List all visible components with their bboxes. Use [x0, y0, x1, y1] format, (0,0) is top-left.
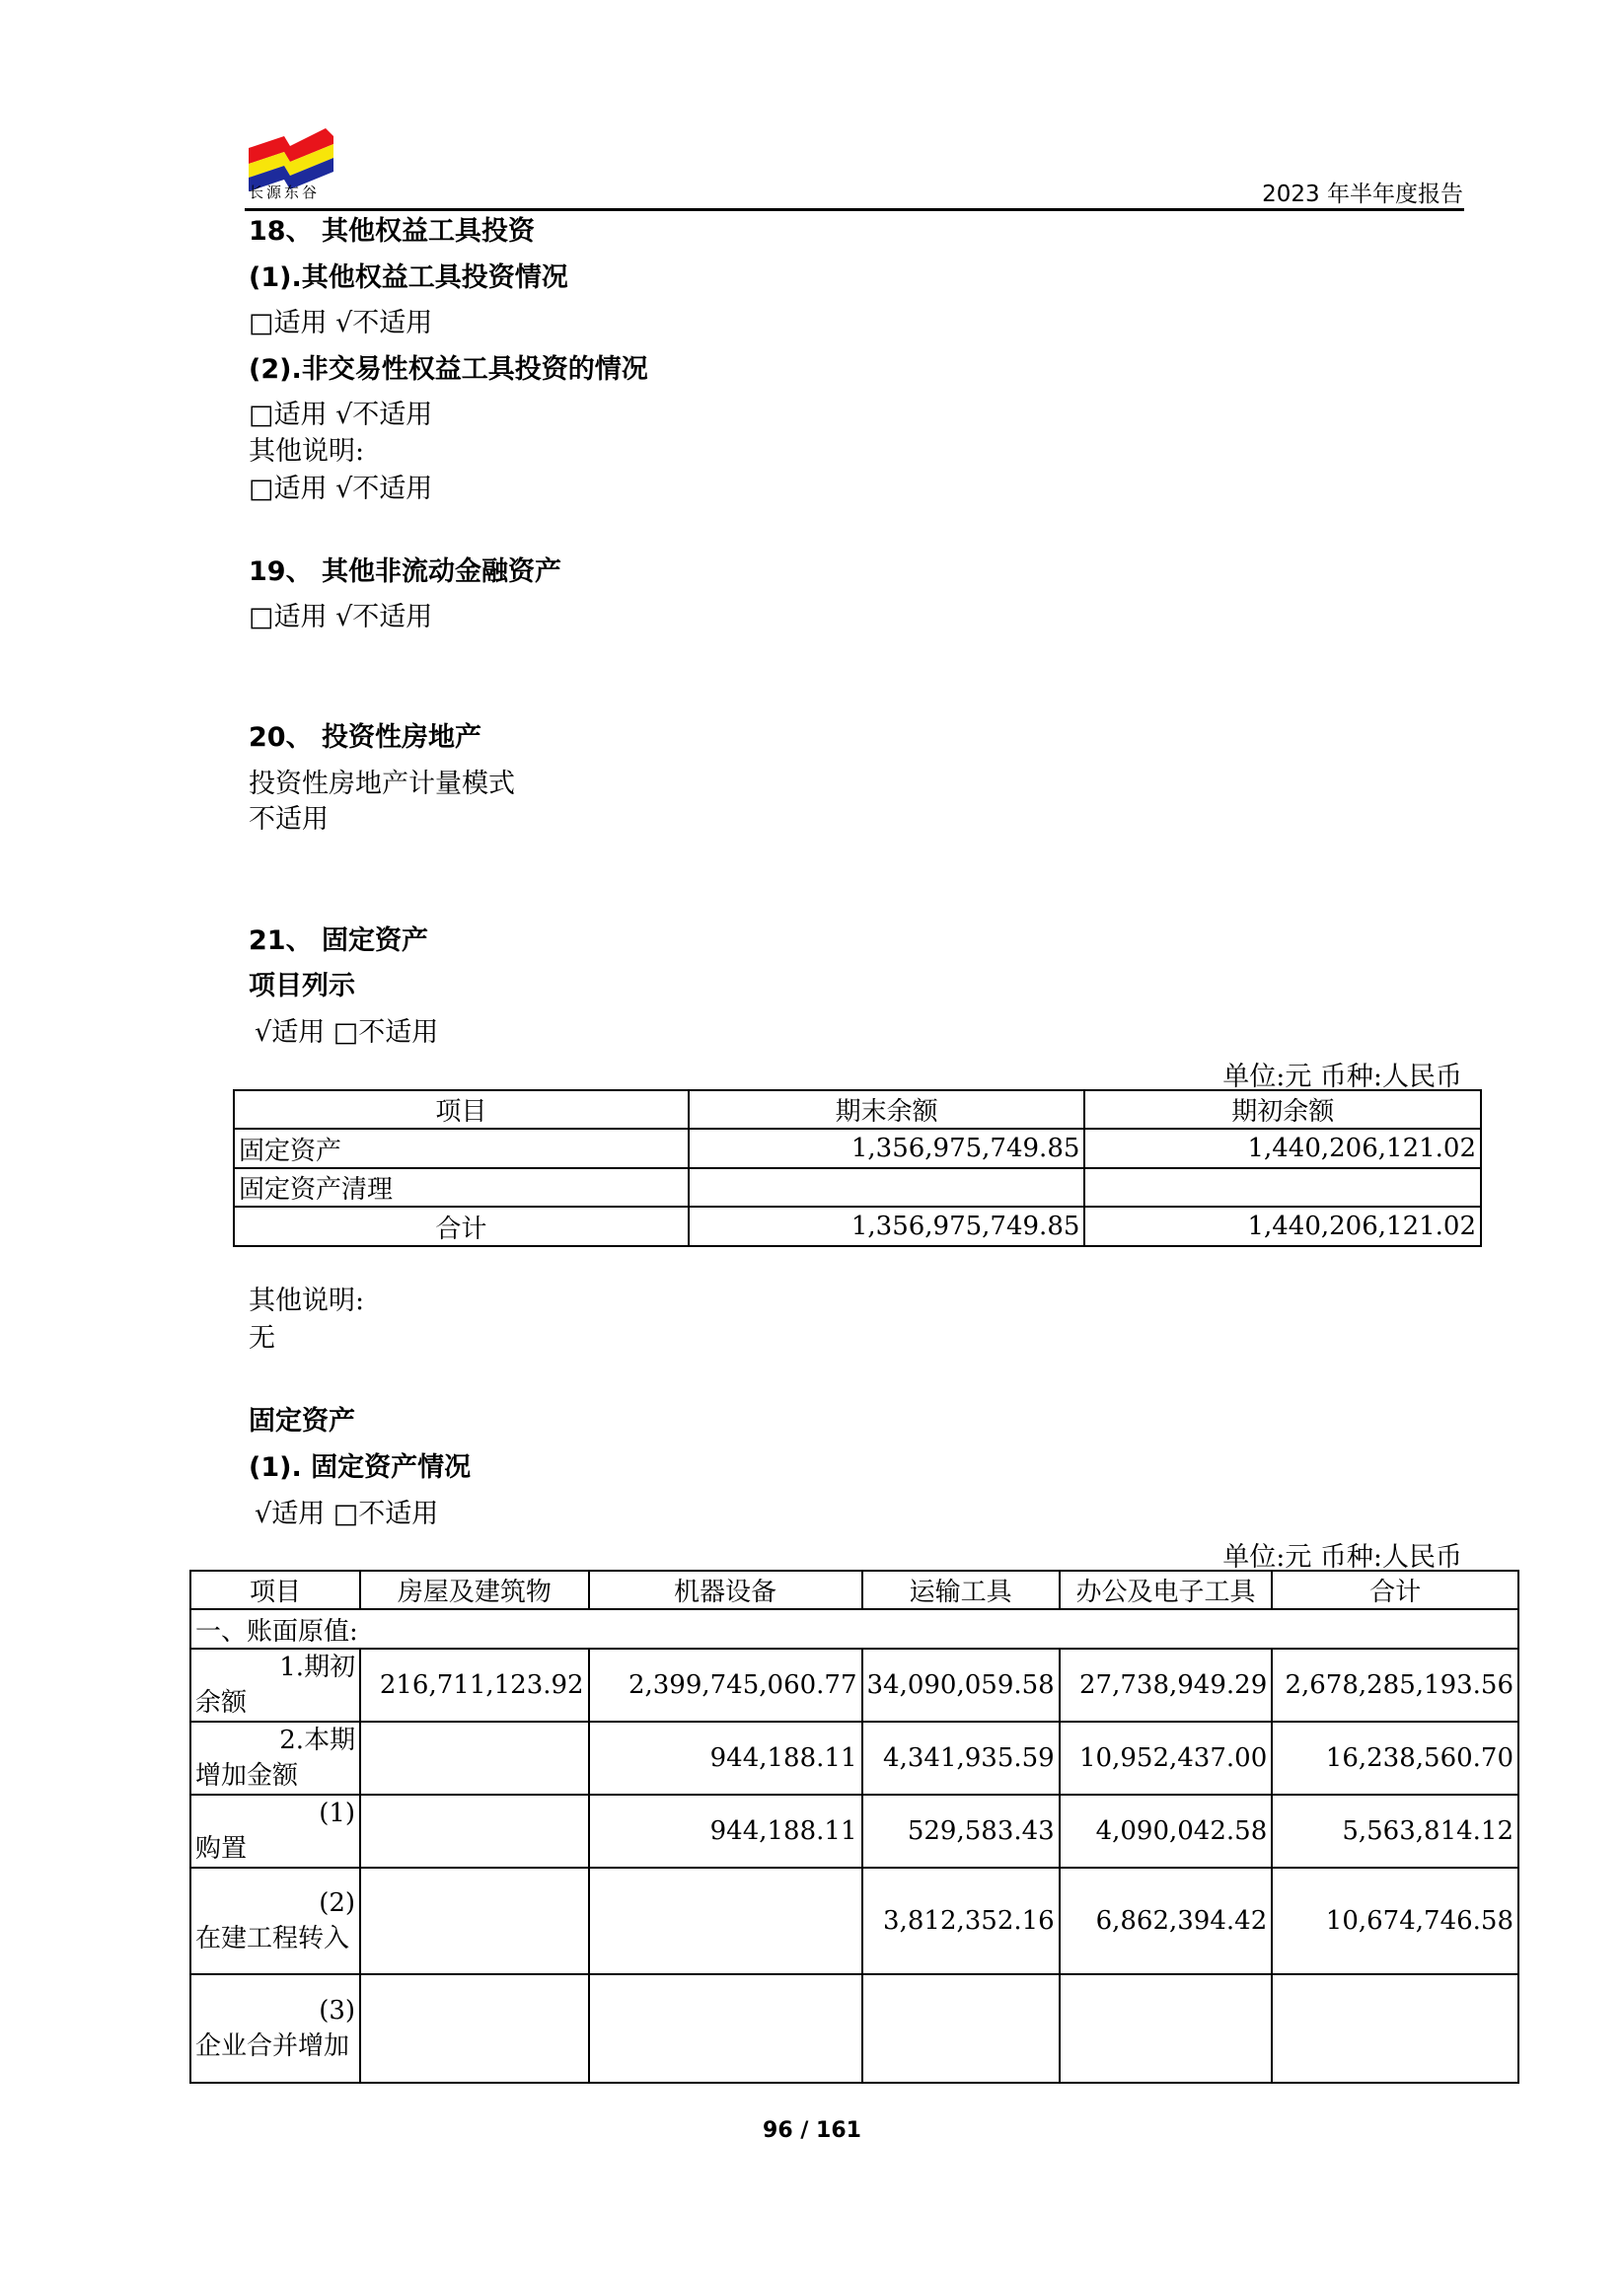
header-total: 合计	[1272, 1571, 1518, 1609]
cell-value	[589, 1974, 862, 2083]
header-machinery: 机器设备	[589, 1571, 862, 1609]
cell-value	[689, 1168, 1085, 1207]
cell-value: 27,738,949.29	[1060, 1649, 1273, 1722]
cell-value	[1084, 1168, 1481, 1207]
table-section-row	[190, 1609, 1518, 1649]
section-21-none: 无	[249, 1323, 275, 1354]
row-label: (1) 购置	[190, 1795, 360, 1868]
cell-value: 944,188.11	[589, 1722, 862, 1795]
cell-value	[589, 1868, 862, 1974]
table-row	[190, 1795, 1518, 1868]
cell-value	[1272, 1974, 1518, 2083]
cell-value: 1,356,975,749.85	[689, 1207, 1085, 1246]
report-title: 2023 年半年度报告	[1262, 182, 1463, 207]
cell-value: 6,862,394.42	[1060, 1868, 1273, 1974]
cell-value: 2,678,285,193.56	[1272, 1649, 1518, 1722]
table-row	[234, 1168, 1481, 1207]
fixed-assets-title: 固定资产	[249, 1406, 355, 1437]
table-row-total	[234, 1207, 1481, 1246]
unit-label-1: 单位:元 币种:人民币	[1222, 1062, 1462, 1092]
cell-value: 34,090,059.58	[862, 1649, 1060, 1722]
section-label: 一、账面原值:	[190, 1609, 1518, 1649]
table-row	[190, 1722, 1518, 1795]
unit-label-2: 单位:元 币种:人民币	[1222, 1542, 1462, 1573]
header-item: 项目	[190, 1571, 360, 1609]
cell-value: 4,090,042.58	[1060, 1795, 1273, 1868]
row-label: 固定资产清理	[234, 1168, 689, 1207]
cell-value: 5,563,814.12	[1272, 1795, 1518, 1868]
section-19-option: □适用 √不适用	[249, 602, 433, 632]
page-number: 96 / 161	[763, 2118, 861, 2143]
section-20-title: 20、 投资性房地产	[249, 722, 481, 753]
header-transport: 运输工具	[862, 1571, 1060, 1609]
cell-value: 529,583.43	[862, 1795, 1060, 1868]
cell-value: 3,812,352.16	[862, 1868, 1060, 1974]
section-18-sub1-option: □适用 √不适用	[249, 308, 433, 338]
header-end-balance: 期末余额	[689, 1090, 1085, 1129]
cell-value	[360, 1722, 589, 1795]
cell-value: 2,399,745,060.77	[589, 1649, 862, 1722]
section-21-title: 21、 固定资产	[249, 925, 428, 956]
cell-value	[360, 1795, 589, 1868]
table-row	[190, 1649, 1518, 1722]
section-21-list: 项目列示	[249, 971, 355, 1001]
table-row	[234, 1129, 1481, 1168]
cell-value: 1,440,206,121.02	[1084, 1207, 1481, 1246]
section-18-sub2: (2).非交易性权益工具投资的情况	[249, 354, 648, 385]
section-18-other-label: 其他说明:	[249, 436, 365, 467]
cell-value: 1,356,975,749.85	[689, 1129, 1085, 1168]
cell-value: 1,440,206,121.02	[1084, 1129, 1481, 1168]
row-label: 2.本期 增加金额	[190, 1722, 360, 1795]
fixed-assets-sub1: (1). 固定资产情况	[249, 1452, 472, 1483]
cell-value	[1060, 1974, 1273, 2083]
section-18-other-option: □适用 √不适用	[249, 474, 433, 504]
cell-value	[360, 1868, 589, 1974]
fixed-assets-detail-table	[189, 1570, 1519, 2084]
section-21-other-label: 其他说明:	[249, 1286, 365, 1316]
table-header-row	[190, 1571, 1518, 1609]
row-label: 固定资产	[234, 1129, 689, 1168]
header-begin-balance: 期初余额	[1084, 1090, 1481, 1129]
row-label: (2) 在建工程转入	[190, 1868, 360, 1974]
cell-value	[360, 1974, 589, 2083]
section-19-title: 19、 其他非流动金融资产	[249, 556, 561, 587]
cell-value	[862, 1974, 1060, 2083]
header-buildings: 房屋及建筑物	[360, 1571, 589, 1609]
section-21-option: √适用 □不适用	[255, 1017, 439, 1048]
section-18-sub2-option: □适用 √不适用	[249, 400, 433, 430]
cell-value: 16,238,560.70	[1272, 1722, 1518, 1795]
section-20-mode: 投资性房地产计量模式	[249, 769, 515, 799]
header-divider	[245, 208, 1464, 211]
cell-value: 10,674,746.58	[1272, 1868, 1518, 1974]
table-row	[190, 1868, 1518, 1974]
section-20-na: 不适用	[249, 804, 329, 835]
row-label: 合计	[234, 1207, 689, 1246]
section-18-title: 18、 其他权益工具投资	[249, 216, 535, 247]
row-label: 1.期初 余额	[190, 1649, 360, 1722]
table-header-row	[234, 1090, 1481, 1129]
table-row	[190, 1974, 1518, 2083]
cell-value: 4,341,935.59	[862, 1722, 1060, 1795]
fixed-assets-option: √适用 □不适用	[255, 1499, 439, 1529]
cell-value: 216,711,123.92	[360, 1649, 589, 1722]
header-office-electronics: 办公及电子工具	[1060, 1571, 1273, 1609]
cell-value: 944,188.11	[589, 1795, 862, 1868]
row-label: (3) 企业合并增加	[190, 1974, 360, 2083]
fixed-assets-summary-table	[233, 1089, 1482, 1247]
header-item: 项目	[234, 1090, 689, 1129]
cell-value: 10,952,437.00	[1060, 1722, 1273, 1795]
section-18-sub1: (1).其他权益工具投资情况	[249, 262, 568, 293]
logo-text: 长源东谷	[249, 184, 321, 201]
